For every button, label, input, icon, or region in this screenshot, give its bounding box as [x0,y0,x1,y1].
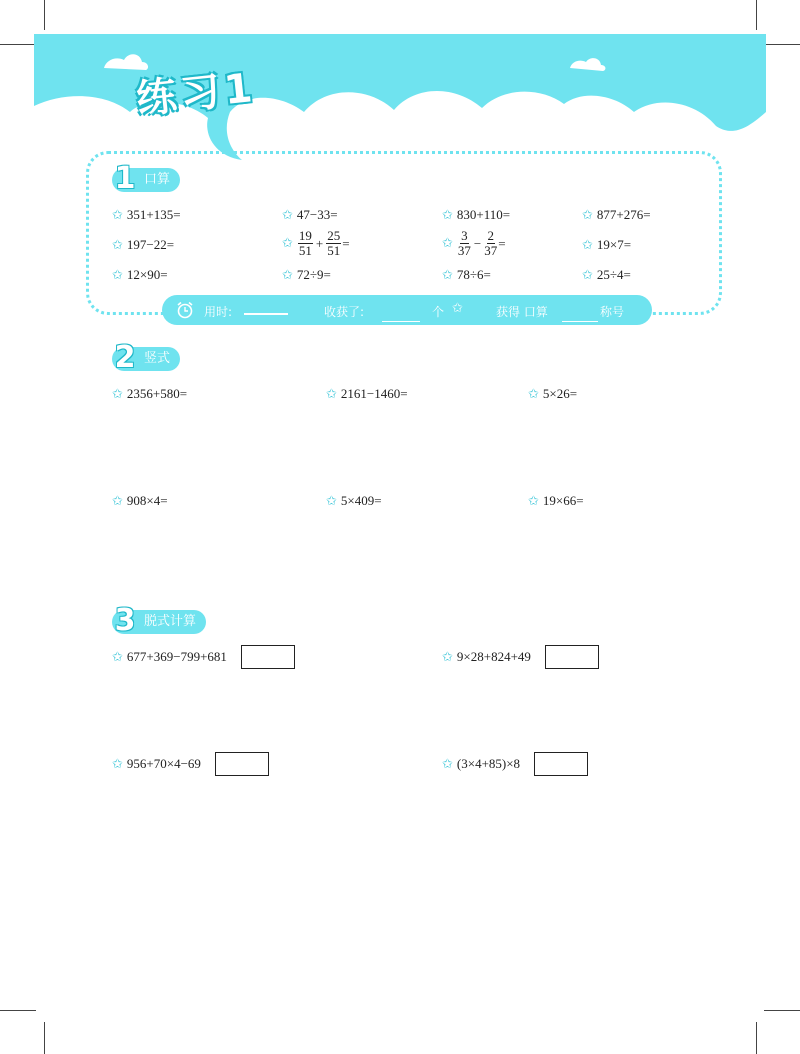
section-tag-vertical-calc [112,340,180,375]
problem-item: ✩ (3×4+85)×8 [442,752,588,776]
problem-item: ✩ 908×4= [112,493,168,509]
star-icon: ✩ [112,267,123,283]
crop-mark [764,44,800,45]
answer-box[interactable] [534,752,588,776]
award-label: 获得 口算 [496,305,548,319]
star-icon: ✩ [112,493,123,509]
problem-item: ✩ 9×28+824+49 [442,645,599,669]
star-icon: ✩ [442,649,453,665]
star-icon: ✩ [112,649,123,665]
harvest-label: 收获了: [324,305,365,319]
problem-item: ✩ 5×409= [326,493,382,509]
problem-item: ✩ 956+70×4−69 [112,752,269,776]
title-suffix: 称号 [600,305,625,319]
crop-mark [0,44,36,45]
answer-box[interactable] [215,752,269,776]
fraction: $\frac{19}{51}$ [298,228,312,258]
problem-item: ✩ 72÷9= [282,267,331,283]
star-icon: ✩ [582,207,593,223]
answer-box[interactable] [545,645,599,669]
fraction: $\frac{2}{37}$ [484,228,498,258]
crop-mark [44,1022,45,1054]
score-status-bar [162,295,652,325]
crop-mark [44,0,45,30]
star-icon: ✩ [582,267,593,283]
problem-item: ✩ 25÷4= [582,267,631,283]
star-icon: ✩ [112,207,123,223]
star-icon: ✩ [582,237,593,253]
section-tag-step-calc [112,603,206,638]
unit-label: 个 [432,305,445,319]
star-icon: ✩ [282,207,293,223]
problem-item: ✩ 877+276= [582,207,651,223]
fraction: $\frac{25}{51}$ [327,228,341,258]
problem-item: ✩ 78÷6= [442,267,491,283]
section-number: 2 [114,340,136,375]
section-tag-mental-math [112,161,180,196]
problem-item: ✩ 5×26= [528,386,578,402]
problem-item: ✩ 47−33= [282,207,338,223]
crop-mark [756,1022,757,1054]
star-icon: ✩ [528,386,539,402]
problem-item: ✩ 12×90= [112,267,168,283]
star-icon: ✩ [112,237,123,253]
star-icon: ✩ [112,386,123,402]
crop-mark [0,1010,36,1011]
section-label: 口算 [144,172,171,187]
fraction: $\frac{3}{37}$ [457,228,471,258]
star-icon: ✩ [282,267,293,283]
fraction-problem: ✩ $\frac{3}{37}$ − $\frac{2}{37}$ = [442,228,506,258]
page-title: 练习1 [134,64,259,124]
star-icon: ✩ [442,756,453,772]
star-icon: ✩ [452,301,463,316]
star-icon: ✩ [282,236,293,251]
problem-item: ✩ 19×66= [528,493,584,509]
problem-item: ✩ 19×7= [582,237,632,253]
problem-item: ✩ 2356+580= [112,386,188,402]
star-icon: ✩ [442,207,453,223]
problem-item: ✩ 830+110= [442,207,511,223]
mental-math-frame [86,151,722,315]
section-label: 竖式 [144,351,171,366]
star-icon: ✩ [442,236,453,251]
section-number: 1 [114,161,136,196]
crop-mark [764,1010,800,1011]
problem-item: ✩ 677+369−799+681 [112,645,295,669]
section-label: 脱式计算 [144,614,197,629]
fraction-problem: ✩ $\frac{19}{51}$ + $\frac{25}{51}$ = [282,228,350,258]
time-label: 用时: [204,305,233,319]
star-icon: ✩ [442,267,453,283]
problem-item: ✩ 197−22= [112,237,175,253]
star-icon: ✩ [326,493,337,509]
crop-mark [756,0,757,30]
problem-item: ✩ 351+135= [112,207,181,223]
alarm-clock-icon [176,301,194,319]
problem-item: ✩ 2161−1460= [326,386,408,402]
section-number: 3 [114,603,136,638]
star-icon: ✩ [528,493,539,509]
star-icon: ✩ [112,756,123,772]
answer-box[interactable] [241,645,295,669]
star-icon: ✩ [326,386,337,402]
time-blank [244,301,288,314]
